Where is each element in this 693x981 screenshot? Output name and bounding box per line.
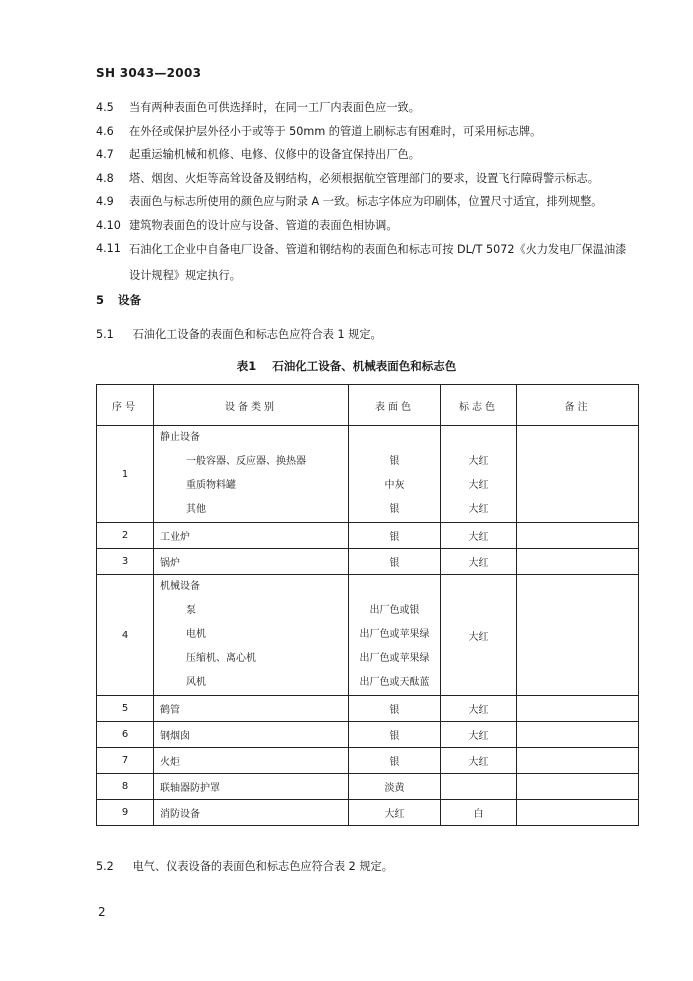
clause-4-10: [96, 214, 636, 238]
clause-text: 当有两种表面色可供选择时，在同一工厂内表面色应一致。: [129, 101, 420, 114]
clause-text: 电气、仪表设备的表面色和标志色应符合表 2 规定。: [132, 860, 393, 873]
cell-surface: 银: [349, 549, 441, 575]
clause-4-5: [96, 96, 636, 120]
cell-seq: 6: [97, 722, 154, 748]
cell-mark: 大红: [441, 575, 517, 696]
cell-type: 工业炉: [154, 523, 349, 549]
cell-surface: 银: [349, 722, 441, 748]
table-row: [97, 748, 639, 774]
cell-type: [154, 426, 349, 523]
cell-mark: 大红: [441, 696, 517, 722]
table-title: 石油化工设备、机械表面色和标志色: [272, 359, 457, 373]
cell-note: [517, 549, 639, 575]
cell-seq: 1: [97, 426, 154, 523]
clause-text: 塔、烟囱、火炬等高耸设备及钢结构，必须根据航空管理部门的要求，设置飞行障碍警示标志。: [129, 171, 599, 185]
cell-seq: 5: [97, 696, 154, 722]
blank-line: [349, 426, 440, 450]
sub-item-type: 一般容器、反应器、换热器: [186, 456, 306, 467]
page-number: 2: [98, 905, 106, 919]
clause-5-1: [96, 326, 382, 342]
section-heading-5: [96, 292, 141, 308]
cell-type: 火炬: [154, 748, 349, 774]
table-row: [97, 575, 639, 696]
sub-item-surface: 中灰: [384, 480, 405, 491]
cell-note: [517, 774, 639, 800]
table-header-row: [97, 385, 639, 426]
table-row: [97, 800, 639, 826]
cell-type: [154, 575, 349, 696]
sub-item-mark: 大红: [468, 480, 489, 491]
clause-number: 5.1: [96, 328, 114, 341]
table-row: [97, 722, 639, 748]
cell-surface: 银: [349, 748, 441, 774]
cell-type: 联轴器防护罩: [154, 774, 349, 800]
cell-note: [517, 722, 639, 748]
cell-surface: 大红: [349, 800, 441, 826]
clause-text: 建筑物表面色的设计应与设备、管道的表面色相协调。: [129, 218, 398, 232]
group-label: 机械设备: [160, 581, 200, 592]
cell-note: [517, 575, 639, 696]
cell-surface: 银: [349, 696, 441, 722]
clause-number: 5.2: [96, 860, 114, 873]
clause-4-8: [96, 167, 636, 191]
sub-item-type: 其他: [186, 504, 206, 515]
cell-seq: 8: [97, 774, 154, 800]
clause-4-11: [96, 237, 636, 289]
clause-list: [96, 96, 636, 289]
table-row: [97, 774, 639, 800]
header-type: 设备类别: [154, 385, 349, 426]
clause-number: 4.8: [96, 171, 114, 185]
cell-seq: 4: [97, 575, 154, 696]
header-surface: 表面色: [349, 385, 441, 426]
table-row: [97, 426, 639, 523]
cell-mark: 大红: [441, 523, 517, 549]
table-row: [97, 549, 639, 575]
cell-note: [517, 696, 639, 722]
clause-4-7: [96, 143, 636, 167]
clause-text: 起重运输机械和机修、电修、仪修中的设备宜保持出厂色。: [129, 148, 420, 161]
cell-seq: 9: [97, 800, 154, 826]
clause-number: 4.10: [96, 218, 121, 232]
cell-seq: 7: [97, 748, 154, 774]
sub-item-surface: 出厂色或苹果绿: [359, 629, 430, 640]
header-seq: 序号: [97, 385, 154, 426]
clause-text: 在外径或保护层外径小于或等于 50mm 的管道上刷标志有困难时，可采用标志牌。: [129, 124, 542, 138]
section-title: 设备: [118, 293, 142, 307]
cell-surface: [349, 426, 441, 523]
cell-note: [517, 523, 639, 549]
table-row: [97, 696, 639, 722]
sub-item-mark: 大红: [468, 504, 489, 515]
cell-type: 鹤管: [154, 696, 349, 722]
equipment-color-table: [96, 384, 639, 826]
cell-surface: 淡黄: [349, 774, 441, 800]
blank-line: [441, 426, 516, 450]
cell-mark: 大红: [441, 722, 517, 748]
clause-number: 4.9: [96, 195, 114, 208]
clause-text: 表面色与标志所使用的颜色应与附录 A 一致。标志字体应为印刷体，位置尺寸适宜，排列规整。: [129, 195, 603, 208]
sub-item-surface: 银: [389, 456, 400, 467]
cell-note: [517, 426, 639, 523]
section-number: 5: [96, 293, 105, 307]
cell-seq: 3: [97, 549, 154, 575]
sub-item-surface: 银: [389, 504, 400, 515]
clause-5-2: [96, 858, 393, 874]
sub-item-type: 电机: [186, 629, 206, 640]
cell-note: [517, 748, 639, 774]
clause-number: 4.11: [96, 242, 121, 255]
sub-item-mark: 大红: [468, 456, 489, 467]
blank-line: [349, 575, 440, 599]
doc-code-header: SH 3043—2003: [96, 66, 202, 80]
clause-number: 4.6: [96, 124, 114, 138]
cell-mark: [441, 426, 517, 523]
cell-type: 钢烟囱: [154, 722, 349, 748]
sub-item-surface: 出厂色或银: [369, 605, 420, 616]
clause-4-9: [96, 190, 636, 214]
cell-mark: 大红: [441, 748, 517, 774]
clause-4-6: [96, 120, 636, 144]
clause-number: 4.7: [96, 148, 114, 161]
table-label: 表1: [236, 359, 257, 373]
cell-type: 消防设备: [154, 800, 349, 826]
cell-seq: 2: [97, 523, 154, 549]
sub-item-type: 压缩机、离心机: [186, 653, 256, 664]
sub-item-surface: 出厂色或苹果绿: [359, 653, 430, 664]
sub-item-type: 重质物料罐: [186, 480, 236, 491]
clause-number: 4.5: [96, 101, 114, 114]
header-mark: 标志色: [441, 385, 517, 426]
sub-item-type: 风机: [186, 677, 206, 688]
clause-text: 石油化工设备的表面色和标志色应符合表 1 规定。: [132, 328, 382, 341]
cell-surface: [349, 575, 441, 696]
cell-type: 锅炉: [154, 549, 349, 575]
sub-item-type: 泵: [186, 605, 196, 616]
cell-mark: [441, 774, 517, 800]
cell-note: [517, 800, 639, 826]
cell-surface: 银: [349, 523, 441, 549]
cell-mark: 白: [441, 800, 517, 826]
clause-text: 石油化工企业中自备电厂设备、管道和钢结构的表面色和标志可按 DL/T 5072《火力发电厂保温油漆设计规程》规定执行。: [129, 243, 627, 282]
table-caption: [0, 358, 693, 374]
table-row: [97, 523, 639, 549]
header-note: 备注: [517, 385, 639, 426]
group-label: 静止设备: [160, 432, 200, 443]
cell-mark: 大红: [441, 549, 517, 575]
sub-item-surface: 出厂色或天酞蓝: [359, 677, 430, 688]
